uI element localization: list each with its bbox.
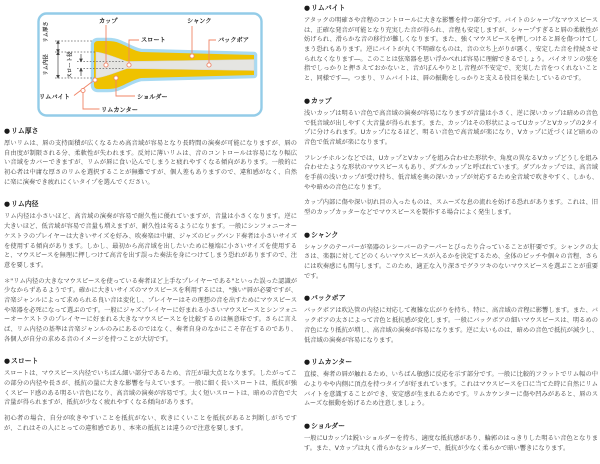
section-paragraph: バックボアは吹込管の内径に対応して複雑な広がりを持ち、特に、高音域の音程に影響します。また、バックボアの太さによって音色と抵抗感が変化します。一般にバックボアの細いマウスピースは、明るめの音色になり抵抗が増し、高音域の演奏が容易になります。逆に太いものは、暗めの音色で抵抗が減少し、低音域の演奏が容易になります。: [304, 307, 598, 344]
bullet-icon: ●: [304, 294, 311, 303]
right-column: [304, 0, 598, 464]
section-heading-text: カップ: [311, 96, 332, 105]
section-heading-text: ショルダー: [311, 421, 346, 430]
section-heading-text: リム内径: [11, 200, 39, 209]
section-heading-text: リム厚さ: [11, 127, 39, 135]
section-paragraph: スロートは、マウスピース内径でいちばん細い部分であるため、音圧が最大点となります。したがってこの部分の内径や長さが、抵抗の量に大きな影響を与えています。一般に細く長いスロートは、抵抗が強くスピード感のある明るい音色になり、高音域の演奏が容易です。太く短いスロートは、暗めの音色で大音量が得られますが、抵抗が少なく疲れやすくなる傾向があります。: [4, 370, 297, 407]
diagram-label-shoulder: ショルダー: [137, 94, 168, 101]
section-shoulder: [304, 420, 598, 453]
section-heading-text: リムカンター: [311, 358, 353, 367]
bullet-icon: ●: [304, 230, 311, 239]
section-heading: [4, 198, 297, 208]
section-paragraph: リム内径は小さいほど、高音域の演奏が容易で耐久性に優れていますが、音量は小さくなります。逆に大きいほど、低音域が容易で音量も増えますが、耐久性は劣るようになります。一般にシンフォニーオーケストラのプレイヤーは大きいサイズを好み、吹奏楽は中庸、ジャズのビッグバンド奏者は小さいサイズを使用する傾向があります。しかし、最初から高音域を出したいために極端に小さいサイズを使用すると、マウスピースを無理に押しつけて高音を出す誤った奏法を身につけてしまう恐れがありますので、注意を要します。: [4, 213, 297, 269]
section-heading: [304, 420, 598, 430]
section-rim-thickness: [4, 125, 297, 187]
diagram-label-rim-bite: リムバイト: [39, 94, 70, 101]
section-heading: [304, 2, 598, 12]
section-paragraph: シャンクのテーパーが楽器のレシーバーのテーパーとぴったり合っていることが肝要です。シャンクの太さは、楽器に対してどのくらいマウスピースが入るかを決定するため、全体のピッチや個々の音程、さらには吹奏感にも関与します。このため、適正な入り深さでグラツキのないマウスピースを選ぶことが重要です。: [304, 243, 598, 280]
bullet-icon: ●: [304, 4, 311, 12]
dimension-label-rim-inner-diameter: リム内径: [43, 54, 50, 76]
section-rim-inner-diameter: [4, 198, 297, 344]
section-paragraph: 浅いカップは明るい音色で高音域の演奏が容易になりますが音量は小さく、逆に深いカップは暗めの音色で低音域が出しやすく大音量が得られます。また、カップはその形状によってUカップとVカップの2タイプに分けられます。Uカップになるほど、明るい音色で高音域が楽になり、Vカップに近づくほど暗めの音色で低音域が楽になります。: [304, 109, 598, 146]
section-heading: [304, 95, 598, 105]
section-paragraph: カップ内部に傷や深い切れ目の入ったものは、スムーズな息の流れを妨げる恐れがあります。これは、旧型のカップカッターなどでマウスピースを製作する場合によく発生します。: [304, 199, 598, 216]
mouthpiece-diagram-svg: [37, 12, 263, 118]
section-shank: [304, 229, 598, 282]
section-paragraph: 直接、奏者の唇が触れるため、いちばん敏感に反応を示す部分です。一般に比較的フラットでリム幅の中心よりやや内側に頂点を持つタイプが好まれています。これはマウスピースを口に当てた時に自然にリムバイトを意識することができ、安定感が生まれるためです。リムカウンターに傷や凹みがあると、唇のスムーズな振動を妨げるため注意しましょう。: [304, 371, 598, 408]
section-backbore: [304, 292, 598, 345]
section-rim-bite: [304, 2, 598, 84]
section-paragraph: 厚いリムは、唇の支持面積が広くなるため高音域が容易となり長時間の演奏が可能になりますが、唇の自由度が制限される分、柔軟性が失われます。反対に薄いリムは、音のコントロールは容易になり幅広い音域をカバーできますが、リムが唇に食い込んでしまうと疲れやすくなる傾向があります。一般的に初心者は中庸な厚さのリムを選択することが無難ですが、個人差もありますので、違和感がなく、自然に楽に演奏でき疲れにくいタイプを選んでください。: [4, 140, 297, 186]
diagram-label-backbore: バックボア: [218, 37, 249, 44]
diagram-label-rim-contour: リムカンター: [101, 107, 138, 114]
section-paragraph: ＊"リム内径の大きなマウスピースを使っている奏者ほど上手なプレイヤーである"といった誤った認識が少なからずあるようです。確かに大きいサイズのマウスピースを利用するには、"強い"唇が必要ですが、音楽ジャンルによって求められる良い音は変化し、プレイヤーはその理想の音を出すためにマウスピースや楽器を必死になって選ぶのです。一般にジャズプレイヤーに好まれる小さいマウスピースとシンフォニーオーケストラのプレイヤーに好まれる大きなマウスピースとを比較するのは無意味です。さらに言えば、リム内径の基準は音楽ジャンルのみにあるのではなく、奏者自身のなかにこそ存在するのであり、各個人が自分の求める音のイメージを持つことが大切です。: [4, 277, 297, 343]
bullet-icon: ●: [304, 358, 311, 367]
bullet-icon: ●: [304, 96, 311, 105]
section-heading-text: スロート: [11, 357, 39, 366]
section-rim-contour: [304, 356, 598, 409]
bullet-icon: ●: [4, 357, 11, 366]
section-paragraph: フレンチホルンなどでは、UカップとVカップを組み合わせた形状や、角度の異なるVカップどうしを組み合わせたような形状のマウスピースもあり、ダブルカップと呼ばれています。ダブルカップでは、高音域を手前の浅いカップが受け持ち、低音域を奥の深いカップが対応するため全音域で吹きやすく、しかも、やや暗めの音色になります。: [304, 154, 598, 191]
left-column: [4, 0, 297, 445]
section-heading: [304, 229, 598, 239]
section-paragraph: 一般にUカップは鋭いショルダーを持ち、適度な抵抗感があり、輪郭のはっきりした明るい音色となります。また、Vカップは丸く滑らかなショルダーで、抵抗が少なく柔らかで暗い響きになります。: [304, 434, 598, 452]
section-heading: [304, 356, 598, 366]
mouthpiece-diagram: [37, 12, 263, 118]
diagram-label-shank: シャンク: [187, 18, 212, 25]
section-throat: [4, 355, 297, 433]
section-paragraph: 初心者の場合、自分が吹きやすいことを抵抗がない、吹きにくいことを抵抗があると判断しがちですが、これはその人にとっての違和感であり、本来の抵抗とは違うので注意を要します。: [4, 415, 297, 432]
diagram-label-cup: カップ: [99, 18, 118, 25]
section-paragraph: アタックの明確さや音程のコントロールに大きな影響を持つ部分です。バイトのシャープなマウスピースは、正確な発音が可能となり充実した音が得られ、音程も安定しますが、シャープすぎると唇の柔軟性が妨げられ、滑らかな音の移行が難しくなります。また、強くマウスピースを押しつけると唇を傷つけてしまう恐れもあります。逆にバイトが丸く不明確なものは、音の立ち上がりが悪く、安定した音を持続させられなくなります―。このことは弦楽器を思い浮かべれば容易に理解できるでしょう。バイオリンの弦を指でしっかりと押さえておかないと、音がぼんやりとし音程が不安定で、充実した音をつくれないことと、同様です―。つまり、リムバイトは、唇の振動をしっかりと支える役目を果たしているのです。: [304, 17, 598, 83]
bullet-icon: ●: [4, 127, 11, 135]
section-heading-text: バックボア: [311, 294, 346, 303]
bullet-icon: ●: [304, 421, 311, 430]
section-heading: [4, 125, 297, 135]
section-heading-text: リムバイト: [311, 4, 346, 12]
bullet-icon: ●: [4, 200, 11, 209]
section-cup: [304, 95, 598, 218]
diagram-label-throat: スロート: [141, 37, 166, 44]
dimension-label-throat-diameter: スロート径: [67, 51, 74, 79]
section-heading: [304, 292, 598, 302]
section-heading: [4, 355, 297, 365]
section-heading-text: シャンク: [311, 230, 339, 239]
dimension-label-rim-thickness: リム厚さ: [43, 21, 50, 43]
